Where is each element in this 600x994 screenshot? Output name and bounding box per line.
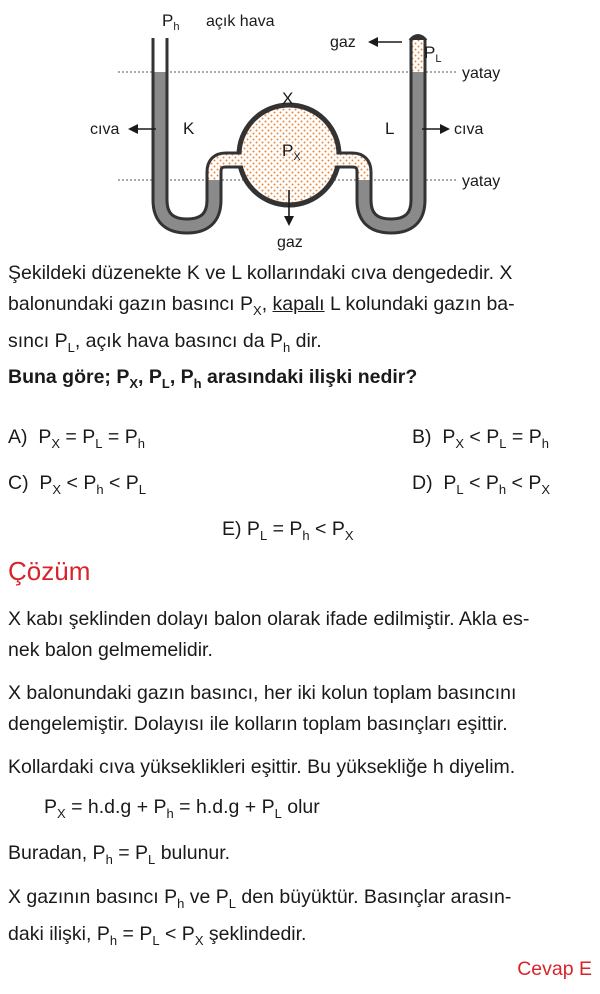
option-a[interactable]: A) $P_X = P_L = P_h$: [8, 426, 145, 451]
l-label: L: [385, 119, 395, 138]
acik-hava-label: açık hava: [206, 13, 275, 30]
left-u-tube-wall: [160, 38, 240, 226]
gaz-bottom-label: gaz: [277, 234, 303, 251]
answer-label: Cevap E: [517, 958, 592, 980]
civa-left-label: cıva: [90, 121, 120, 138]
question-line-2: balonundaki gazın basıncı $P_X$, kapalı L kolundaki gazın ba-: [8, 293, 515, 318]
option-d[interactable]: D) $P_L < P_h < P_X$: [412, 472, 551, 497]
solution-paragraph-3: Kollardaki cıva yükseklikleri eşittir. Bu yüksekliğe h diyelim.: [8, 756, 516, 778]
k-label: K: [183, 119, 195, 138]
ph-label: $P_h$: [162, 11, 180, 33]
yatay-top-label: yatay: [462, 65, 501, 82]
question-prompt: Buna göre; $P_X$, $P_L$, $P_h$ arasındaki ilişki nedir?: [8, 366, 418, 391]
solution-paragraph-2: X balonundaki gazın basıncı, her iki kolun toplam basıncını dengelemiştir. Dolayısı ile kolların toplam basınçları eşittir.: [8, 682, 517, 735]
px-label: $P_X$: [282, 141, 301, 163]
pressure-equation: $P_X = h.d.g + P_h = h.d.g + P_L$ olur: [44, 796, 320, 821]
option-c[interactable]: C) $P_X < P_h < P_L$: [8, 472, 147, 497]
arrow-gaz-top: [368, 37, 402, 47]
civa-right-label: cıva: [454, 121, 484, 138]
question-line-1: Şekildeki düzenekte K ve L kollarındaki cıva dengededir. X: [8, 262, 513, 284]
question-text: [8, 258, 592, 363]
manometer-diagram: [0, 0, 600, 256]
gaz-top-label: gaz: [330, 34, 356, 51]
solution-paragraph-last: X gazının basıncı $P_h$ ve $P_L$ den büyüktür. Basınçlar arasın- daki ilişki, $P_h = P_L < P_X$ şeklindedir.: [8, 886, 512, 948]
question-line-3: sıncı $P_L$, açık hava basıncı da $P_h$ dir.: [8, 330, 322, 355]
result-line: Buradan, $P_h = P_L$ bulunur.: [8, 842, 231, 867]
solution-paragraph-1: X kabı şeklinden dolayı balon olarak ifade edilmiştir. Akla es- nek balon gelmemelidir.: [8, 608, 530, 661]
option-b[interactable]: B) $P_X < P_L = P_h$: [412, 426, 549, 451]
right-u-tube-wall: [338, 40, 418, 226]
pl-label: $P_L$: [424, 43, 442, 65]
solution-title: Çözüm: [8, 556, 91, 586]
option-e[interactable]: E) $P_L = P_h < P_X$: [222, 518, 354, 543]
yatay-bottom-label: yatay: [462, 173, 501, 190]
x-label: X: [282, 89, 294, 108]
